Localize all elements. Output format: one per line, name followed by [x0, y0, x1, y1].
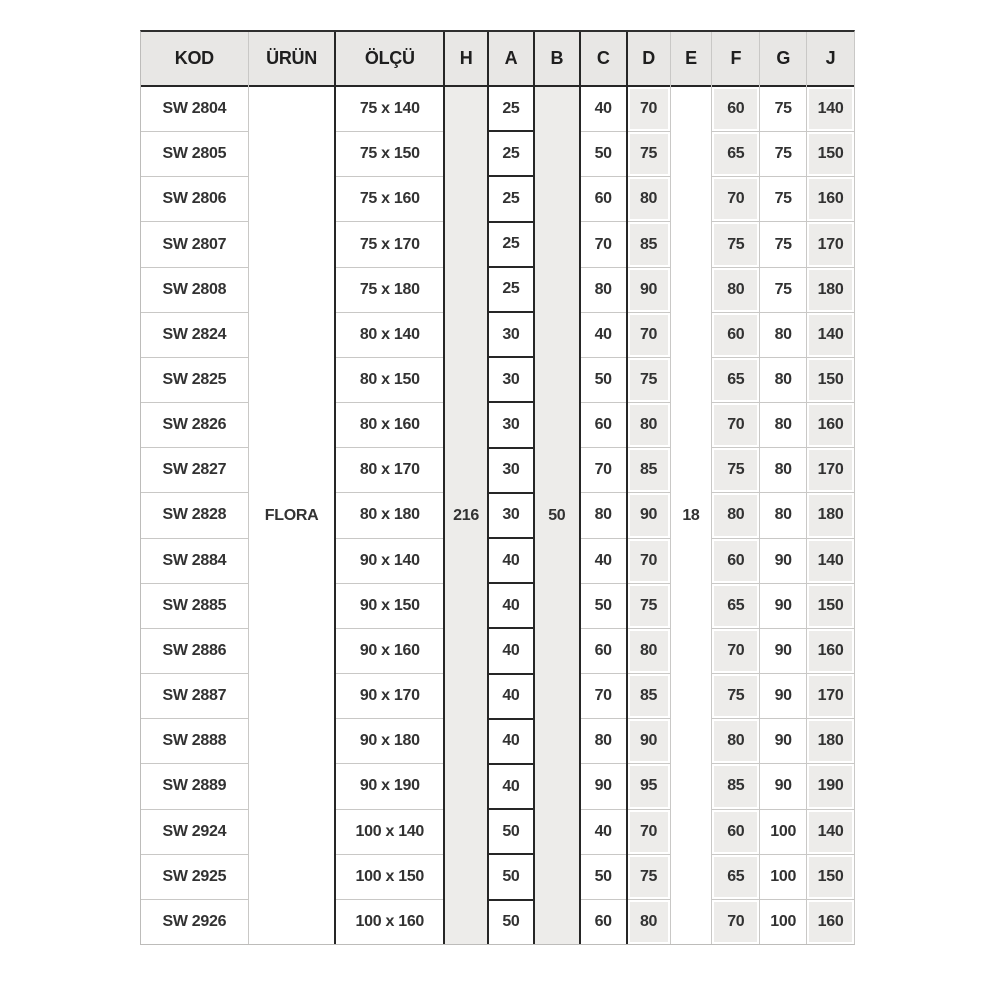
cell-g-row-7: 80 [760, 403, 806, 448]
column-header-f: F [712, 32, 759, 87]
column-header-kod: KOD [141, 32, 248, 87]
cell-j-row-11: 150 [807, 584, 854, 629]
cell-d-row-5: 70 [628, 313, 670, 358]
cell-olcu-row-18: 100 x 160 [355, 912, 425, 930]
cell-g-row-5: 80 [760, 313, 806, 358]
column-g [759, 32, 806, 944]
cell-c-row-17: 50 [581, 855, 626, 900]
cell-a-row-9: 30 [489, 494, 533, 539]
cell-j-row-3: 170 [807, 222, 854, 267]
cell-g-row-2: 75 [760, 177, 806, 222]
cell-c-row-9: 80 [581, 493, 626, 538]
cell-d-row-12: 80 [628, 629, 670, 674]
cell-olcu-row-11: 90 x 150 [336, 584, 443, 629]
column-body-a [489, 87, 533, 944]
cell-f-row-6: 65 [712, 358, 759, 403]
column-header-g: G [760, 32, 806, 87]
cell-j-row-2: 160 [807, 177, 854, 222]
cell-kod-row-2: SW 2806 [141, 177, 248, 222]
cell-c-row-16: 40 [581, 810, 626, 855]
cell-j-row-10: 140 [807, 539, 854, 584]
cell-g-row-14: 90 [760, 719, 806, 764]
column-body-urun [249, 87, 335, 944]
cell-d-row-15: 95 [628, 764, 670, 809]
cell-a-row-13: 40 [489, 675, 533, 720]
cell-d-row-11: 75 [628, 584, 670, 629]
cell-j-row-14: 180 [807, 719, 854, 764]
cell-kod-row-6: SW 2825 [141, 358, 248, 403]
column-header-d: D [628, 32, 670, 87]
cell-j-row-8: 170 [807, 448, 854, 493]
cell-olcu-row-10: 90 x 140 [336, 539, 443, 584]
cell-f-row-9: 80 [712, 493, 759, 538]
column-body-c [581, 87, 626, 944]
column-body-kod [141, 87, 248, 944]
cell-f-row-2: 70 [712, 177, 759, 222]
cell-c-row-4: 80 [581, 268, 626, 313]
cell-f-row-17: 65 [712, 855, 759, 900]
cell-g-row-18: 100 [770, 912, 797, 930]
cell-d-row-9: 90 [628, 493, 670, 538]
cell-g-row-0: 75 [760, 87, 806, 132]
cell-olcu-row-16: 100 x 140 [336, 810, 443, 855]
cell-j-row-17: 150 [807, 855, 854, 900]
cell-kod-row-13: SW 2887 [141, 674, 248, 719]
column-body-j [807, 87, 854, 944]
cell-g-row-16: 100 [760, 810, 806, 855]
cell-f-row-11: 65 [712, 584, 759, 629]
cell-d-row-2: 80 [628, 177, 670, 222]
column-b [533, 32, 579, 944]
column-j [806, 32, 854, 944]
cell-olcu-row-0: 75 x 140 [336, 87, 443, 132]
cell-f-row-18: 70 [712, 900, 759, 944]
cell-kod-row-9: SW 2828 [141, 493, 248, 538]
cell-c-row-5: 40 [581, 313, 626, 358]
cell-g-row-9: 80 [760, 493, 806, 538]
cell-d-row-10: 70 [628, 539, 670, 584]
cell-j-row-18: 160 [807, 900, 854, 944]
cell-olcu-row-4: 75 x 180 [336, 268, 443, 313]
cell-kod-row-14: SW 2888 [141, 719, 248, 764]
cell-d-row-0: 70 [628, 87, 670, 132]
cell-g-row-8: 80 [760, 448, 806, 493]
cell-kod-row-17: SW 2925 [141, 855, 248, 900]
cell-a-row-16: 50 [489, 810, 533, 855]
cell-kod-row-15: SW 2889 [141, 764, 248, 809]
cell-c-row-7: 60 [581, 403, 626, 448]
cell-olcu-row-8: 80 x 170 [336, 448, 443, 493]
cell-f-row-13: 75 [712, 674, 759, 719]
cell-c-row-10: 40 [581, 539, 626, 584]
cell-f-row-5: 60 [712, 313, 759, 358]
column-kod [141, 32, 248, 944]
cell-kod-row-18: SW 2926 [162, 912, 227, 930]
cell-c-row-12: 60 [581, 629, 626, 674]
cell-d-row-18: 80 [628, 900, 670, 944]
column-body-f [712, 87, 759, 944]
column-e [670, 32, 712, 944]
cell-kod-row-11: SW 2885 [141, 584, 248, 629]
cell-f-row-3: 75 [712, 222, 759, 267]
cell-a-row-4: 25 [489, 268, 533, 313]
cell-f-row-1: 65 [712, 132, 759, 177]
cell-f-row-7: 70 [712, 403, 759, 448]
cell-j-row-5: 140 [807, 313, 854, 358]
cell-a-row-15: 40 [489, 765, 533, 810]
cell-kod-row-3: SW 2807 [141, 222, 248, 267]
cell-f-row-16: 60 [712, 810, 759, 855]
column-a [487, 32, 533, 944]
cell-kod-row-10: SW 2884 [141, 539, 248, 584]
cell-j-row-13: 170 [807, 674, 854, 719]
cell-kod-row-7: SW 2826 [141, 403, 248, 448]
cell-c-row-18: 60 [594, 912, 612, 930]
cell-kod-row-1: SW 2805 [141, 132, 248, 177]
cell-olcu-row-5: 80 x 140 [336, 313, 443, 358]
cell-c-row-11: 50 [581, 584, 626, 629]
cell-olcu-row-12: 90 x 160 [336, 629, 443, 674]
cell-kod-row-5: SW 2824 [141, 313, 248, 358]
cell-olcu-row-15: 90 x 190 [336, 764, 443, 809]
cell-g-row-13: 90 [760, 674, 806, 719]
cell-d-row-13: 85 [628, 674, 670, 719]
cell-d-row-6: 75 [628, 358, 670, 403]
cell-a-row-7: 30 [489, 403, 533, 448]
column-body-b [535, 87, 579, 944]
cell-c-row-6: 50 [581, 358, 626, 403]
merged-cell-b: 50 [535, 87, 579, 944]
cell-kod-row-0: SW 2804 [141, 87, 248, 132]
cell-j-row-16: 140 [807, 810, 854, 855]
product-dimension-table [140, 30, 855, 945]
cell-d-row-4: 90 [628, 268, 670, 313]
column-header-olcu: ÖLÇÜ [336, 32, 443, 87]
cell-a-row-3: 25 [489, 223, 533, 268]
cell-a-row-6: 30 [489, 358, 533, 403]
cell-kod-row-12: SW 2886 [141, 629, 248, 674]
cell-olcu-row-7: 80 x 160 [336, 403, 443, 448]
cell-c-row-13: 70 [581, 674, 626, 719]
cell-a-row-2: 25 [489, 177, 533, 222]
cell-a-row-17: 50 [489, 855, 533, 900]
cell-a-row-14: 40 [489, 720, 533, 765]
cell-j-row-6: 150 [807, 358, 854, 403]
column-header-h: H [445, 32, 487, 87]
cell-g-row-3: 75 [760, 222, 806, 267]
cell-a-row-11: 40 [489, 584, 533, 629]
cell-olcu-row-14: 90 x 180 [336, 719, 443, 764]
column-urun [248, 32, 335, 944]
column-c [579, 32, 626, 944]
column-body-h [445, 87, 487, 944]
column-header-a: A [489, 32, 533, 87]
column-header-urun: ÜRÜN [249, 32, 335, 87]
cell-j-row-1: 150 [807, 132, 854, 177]
cell-c-row-15: 90 [581, 764, 626, 809]
cell-d-row-14: 90 [628, 719, 670, 764]
cell-g-row-12: 90 [760, 629, 806, 674]
column-header-c: C [581, 32, 626, 87]
cell-d-row-7: 80 [628, 403, 670, 448]
cell-j-row-9: 180 [807, 493, 854, 538]
cell-g-row-15: 90 [760, 764, 806, 809]
cell-f-row-15: 85 [712, 764, 759, 809]
column-olcu [334, 32, 443, 944]
cell-c-row-3: 70 [581, 222, 626, 267]
cell-a-row-12: 40 [489, 629, 533, 674]
column-body-e [671, 87, 712, 944]
cell-c-row-14: 80 [581, 719, 626, 764]
cell-olcu-row-2: 75 x 160 [336, 177, 443, 222]
cell-d-row-17: 75 [628, 855, 670, 900]
cell-f-row-12: 70 [712, 629, 759, 674]
cell-a-row-5: 30 [489, 313, 533, 358]
cell-j-row-7: 160 [807, 403, 854, 448]
column-h [443, 32, 487, 944]
column-body-g [760, 87, 806, 944]
cell-f-row-4: 80 [712, 268, 759, 313]
cell-g-row-10: 90 [760, 539, 806, 584]
cell-f-row-10: 60 [712, 539, 759, 584]
column-header-b: B [535, 32, 579, 87]
cell-d-row-3: 85 [628, 222, 670, 267]
cell-olcu-row-1: 75 x 150 [336, 132, 443, 177]
cell-g-row-17: 100 [760, 855, 806, 900]
cell-olcu-row-13: 90 x 170 [336, 674, 443, 719]
cell-d-row-8: 85 [628, 448, 670, 493]
cell-a-row-1: 25 [489, 132, 533, 177]
cell-g-row-1: 75 [760, 132, 806, 177]
cell-olcu-row-17: 100 x 150 [336, 855, 443, 900]
merged-cell-e: 18 [671, 87, 712, 944]
cell-kod-row-4: SW 2808 [141, 268, 248, 313]
merged-cell-h: 216 [445, 87, 487, 944]
cell-a-row-10: 40 [489, 539, 533, 584]
cell-d-row-16: 70 [628, 810, 670, 855]
cell-olcu-row-9: 80 x 180 [336, 493, 443, 538]
column-header-e: E [671, 32, 712, 87]
cell-g-row-11: 90 [760, 584, 806, 629]
cell-g-row-6: 80 [760, 358, 806, 403]
cell-c-row-2: 60 [581, 177, 626, 222]
cell-f-row-8: 75 [712, 448, 759, 493]
cell-olcu-row-3: 75 x 170 [336, 222, 443, 267]
cell-kod-row-8: SW 2827 [141, 448, 248, 493]
cell-c-row-0: 40 [581, 87, 626, 132]
merged-cell-urun: FLORA [249, 87, 335, 944]
cell-j-row-0: 140 [807, 87, 854, 132]
cell-olcu-row-6: 80 x 150 [336, 358, 443, 403]
column-f [711, 32, 759, 944]
column-d [626, 32, 670, 944]
cell-f-row-14: 80 [712, 719, 759, 764]
cell-a-row-18: 50 [502, 913, 520, 931]
cell-d-row-1: 75 [628, 132, 670, 177]
cell-c-row-8: 70 [581, 448, 626, 493]
cell-j-row-15: 190 [807, 764, 854, 809]
cell-kod-row-16: SW 2924 [141, 810, 248, 855]
cell-a-row-8: 30 [489, 449, 533, 494]
column-header-j: J [807, 32, 854, 87]
cell-g-row-4: 75 [760, 268, 806, 313]
cell-j-row-12: 160 [807, 629, 854, 674]
cell-c-row-1: 50 [581, 132, 626, 177]
column-body-olcu [336, 87, 443, 944]
cell-j-row-4: 180 [807, 268, 854, 313]
cell-f-row-0: 60 [712, 87, 759, 132]
column-body-d [628, 87, 670, 944]
cell-a-row-0: 25 [489, 87, 533, 132]
